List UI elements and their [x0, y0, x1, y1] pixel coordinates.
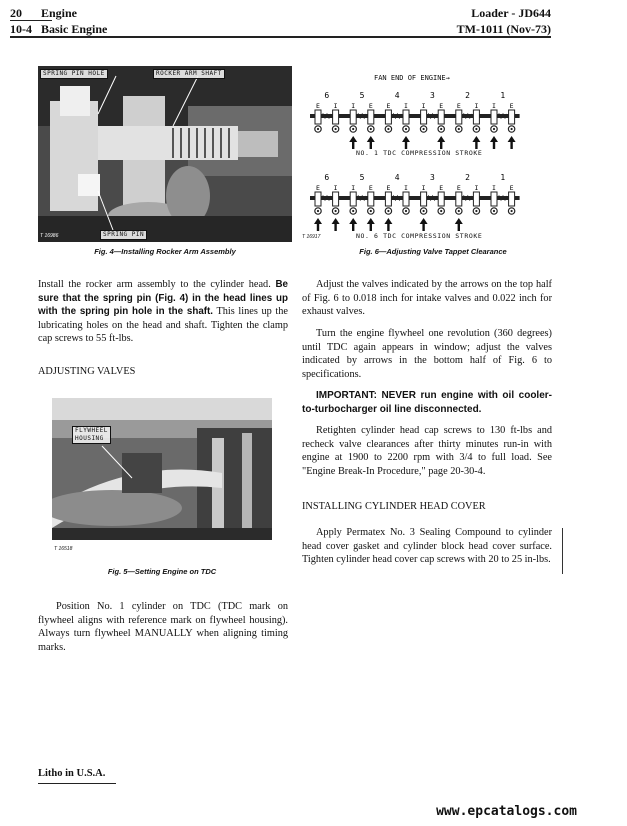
bottom-cylinder-3: 3 — [429, 173, 435, 182]
bottom-valve-letter: E — [386, 184, 391, 192]
rocker-arm-instructions: Install the rocker arm assembly to the cylinder head. Be sure that the spring pin (Fig. 4) in the head lines up with the spring pin hole in the shaft. This lines up the lubricating holes on the head and shaft. Tighten the clamp cap screws to 55 ft-lbs. — [38, 279, 288, 345]
spring-pin-label: SPRING PIN — [100, 230, 147, 240]
bottom-arrow-up-icon — [332, 218, 340, 231]
bottom-adjusting-screw-center — [458, 210, 460, 212]
top-cylinder-5: 5 — [359, 91, 365, 100]
arrow-right-icon: → — [445, 74, 450, 82]
rocker-arm-shaft-label: ROCKER ARM SHAFT — [153, 69, 225, 79]
top-rocker-arm — [509, 110, 515, 124]
bottom-cylinder-5: 5 — [359, 173, 365, 182]
bottom-valve-letter: I — [421, 184, 426, 192]
bottom-valve-letter: I — [333, 184, 338, 192]
page-number: 20 — [10, 6, 22, 20]
bottom-valve-letter: I — [351, 184, 356, 192]
bottom-rocker-arm — [315, 192, 321, 206]
spring-pin-hole-label: SPRING PIN HOLE — [40, 69, 108, 79]
bottom-rocker-arm — [421, 192, 427, 206]
bottom-arrow-up-icon — [420, 218, 428, 231]
bottom-valve-letter: I — [492, 184, 496, 192]
bottom-rocker-arm — [403, 192, 409, 206]
top-valve-letter: E — [439, 102, 444, 110]
bottom-adjusting-screw-center — [475, 210, 477, 212]
fig6-caption: Fig. 6—Adjusting Valve Tappet Clearance — [359, 247, 507, 256]
top-valve-letter: E — [509, 102, 514, 110]
bottom-cylinder-4: 4 — [394, 173, 400, 182]
retighten-paragraph: Retighten cylinder head cap screws to 130 ft-lbs and recheck valve clearances after thirty minutes run-in with engine at 1900 to 2200 rpm with 3/4 to full load. See "Engine Break-In Procedure," page 20-30-4. — [302, 425, 552, 477]
turn-flywheel-paragraph: Turn the engine flywheel one revolution (360 degrees) until TDC again appears in window; adjust the valves indicated by arrows in the bottom half of Fig. 6 to specifications. — [302, 328, 552, 380]
flywheel-housing-label: FLYWHEEL HOUSING — [72, 426, 111, 444]
footer-rule — [38, 783, 116, 784]
fig5-photo — [52, 398, 272, 540]
top-valve-letter: I — [404, 102, 408, 110]
bottom-adjusting-screw-center — [387, 210, 389, 212]
top-valve-letter: I — [474, 102, 479, 110]
top-rocker-arm — [421, 110, 427, 124]
litho-notice: Litho in U.S.A. — [38, 768, 106, 779]
bottom-cylinder-6: 6 — [324, 173, 330, 182]
top-valve-letter: I — [351, 102, 356, 110]
bottom-rocker-arm — [350, 192, 356, 206]
top-adjusting-screw-center — [423, 128, 425, 130]
top-adjusting-screw-center — [352, 128, 354, 130]
top-adjusting-screw-center — [370, 128, 372, 130]
important-warning: IMPORTANT: NEVER run engine with oil cooler-to-turbocharger oil line disconnected. — [302, 390, 552, 415]
position-cylinder-instructions: Position No. 1 cylinder on TDC (TDC mark on flywheel aligns with reference mark on flywheel housing). Always turn flywheel MANUALLY when aligning timing marks. — [38, 601, 288, 653]
section-title: Engine — [41, 6, 78, 20]
manual-title: Loader - JD644 — [471, 6, 551, 20]
top-valve-letter: E — [368, 102, 373, 110]
bottom-adjusting-screw-center — [317, 210, 319, 212]
bottom-valve-letter: E — [439, 184, 444, 192]
bottom-rocker-arm — [438, 192, 444, 206]
top-cylinder-3: 3 — [429, 91, 435, 100]
top-adjusting-screw-center — [458, 128, 460, 130]
top-arrow-up-icon — [508, 136, 516, 149]
bottom-rocker-arm — [509, 192, 515, 206]
top-adjusting-screw-center — [440, 128, 442, 130]
bottom-rocker-arm — [368, 192, 374, 206]
top-rocker-arm — [473, 110, 479, 124]
bottom-adjusting-screw-center — [511, 210, 513, 212]
top-arrow-up-icon — [490, 136, 498, 149]
bottom-valve-letter: I — [404, 184, 408, 192]
fig4-photo-number: T 16986 — [40, 233, 59, 239]
bottom-rocker-arm — [491, 192, 497, 206]
top-arrow-up-icon — [437, 136, 445, 149]
bottom-arrow-up-icon — [367, 218, 375, 231]
rocker-arm-photo-drawing — [38, 66, 292, 242]
top-adjusting-screw-center — [405, 128, 407, 130]
bottom-arrow-up-icon — [455, 218, 463, 231]
top-rocker-arm — [385, 110, 391, 124]
top-cylinder-4: 4 — [394, 91, 400, 100]
top-cylinder-2: 2 — [465, 91, 471, 100]
flywheel-photo-drawing — [52, 398, 272, 540]
bottom-arrow-up-icon — [384, 218, 392, 231]
page-reference: 10-4 — [10, 22, 32, 36]
top-rocker-arm — [315, 110, 321, 124]
bottom-cylinder-2: 2 — [465, 173, 471, 182]
bottom-adjusting-screw-center — [405, 210, 407, 212]
top-valve-letter: I — [492, 102, 496, 110]
top-adjusting-screw-center — [493, 128, 495, 130]
fig4-photo — [38, 66, 292, 242]
website-watermark: www.epcatalogs.com — [436, 804, 577, 819]
bottom-valve-letter: E — [316, 184, 320, 192]
bottom-adjusting-screw-center — [352, 210, 354, 212]
head-cover-instructions: Apply Permatex No. 3 Sealing Compound to cylinder head cover gasket and cylinder block head cover surface. Tighten cylinder head cover cap screws with 20 to 25 in-lbs. — [302, 527, 552, 566]
top-arrow-up-icon — [367, 136, 375, 149]
top-stroke-label: NO. 1 TDC COMPRESSION STROKE — [356, 149, 483, 157]
top-adjusting-screw-center — [335, 128, 337, 130]
fig6-valve-diagram — [302, 64, 564, 242]
bottom-adjusting-screw-center — [370, 210, 372, 212]
fig4-caption: Fig. 4—Installing Rocker Arm Assembly — [94, 247, 236, 256]
bottom-adjusting-screw-center — [440, 210, 442, 212]
bottom-rocker-shaft — [310, 196, 520, 200]
manual-reference: TM-1011 (Nov-73) — [456, 22, 551, 36]
subsection-title: Basic Engine — [41, 22, 108, 36]
top-adjusting-screw-center — [511, 128, 513, 130]
bottom-adjusting-screw-center — [493, 210, 495, 212]
top-cylinder-6: 6 — [324, 91, 330, 100]
top-rocker-arm — [368, 110, 374, 124]
bottom-rocker-arm — [385, 192, 391, 206]
top-adjusting-screw-center — [387, 128, 389, 130]
fig5-photo-number: T 16518 — [54, 546, 73, 552]
bottom-adjusting-screw-center — [423, 210, 425, 212]
bottom-stroke-label: NO. 6 TDC COMPRESSION STROKE — [356, 232, 483, 240]
top-arrow-up-icon — [402, 136, 410, 149]
top-valve-letter: I — [333, 102, 338, 110]
top-rocker-arm — [350, 110, 356, 124]
bottom-adjusting-screw-center — [335, 210, 337, 212]
margin-change-bar — [562, 528, 563, 574]
bottom-cylinder-1: 1 — [500, 173, 506, 182]
top-valve-letter: E — [456, 102, 461, 110]
bottom-valve-letter: E — [509, 184, 514, 192]
header-rule-short — [10, 20, 52, 21]
top-valve-letter: I — [421, 102, 426, 110]
header-rule — [10, 36, 551, 38]
top-rocker-arm — [491, 110, 497, 124]
top-adjusting-screw-center — [317, 128, 319, 130]
fig5-caption: Fig. 5—Setting Engine on TDC — [107, 567, 217, 576]
top-valve-letter: E — [316, 102, 320, 110]
top-cylinder-1: 1 — [500, 91, 506, 100]
installing-cover-heading: INSTALLING CYLINDER HEAD COVER — [302, 501, 486, 512]
bottom-arrow-up-icon — [314, 218, 322, 231]
bottom-valve-letter: E — [368, 184, 373, 192]
top-valve-letter: E — [386, 102, 391, 110]
top-rocker-arm — [403, 110, 409, 124]
top-rocker-shaft — [310, 114, 520, 118]
fig6-photo-number: T 16917 — [302, 234, 321, 240]
top-rocker-arm — [456, 110, 462, 124]
top-rocker-arm — [333, 110, 339, 124]
bottom-rocker-arm — [333, 192, 339, 206]
bottom-rocker-arm — [456, 192, 462, 206]
top-adjusting-screw-center — [475, 128, 477, 130]
bottom-valve-letter: E — [456, 184, 461, 192]
top-arrow-up-icon — [349, 136, 357, 149]
adjust-valves-paragraph: Adjust the valves indicated by the arrows on the top half of Fig. 6 to 0.018 inch for intake valves and 0.022 inch for exhaust valves. — [302, 279, 552, 318]
bottom-valve-letter: I — [474, 184, 479, 192]
bottom-arrow-up-icon — [349, 218, 357, 231]
top-arrow-up-icon — [472, 136, 480, 149]
bottom-rocker-arm — [473, 192, 479, 206]
fan-end-label: FAN END OF ENGINE→ — [374, 74, 450, 82]
top-rocker-arm — [438, 110, 444, 124]
adjusting-valves-heading: ADJUSTING VALVES — [38, 366, 136, 377]
